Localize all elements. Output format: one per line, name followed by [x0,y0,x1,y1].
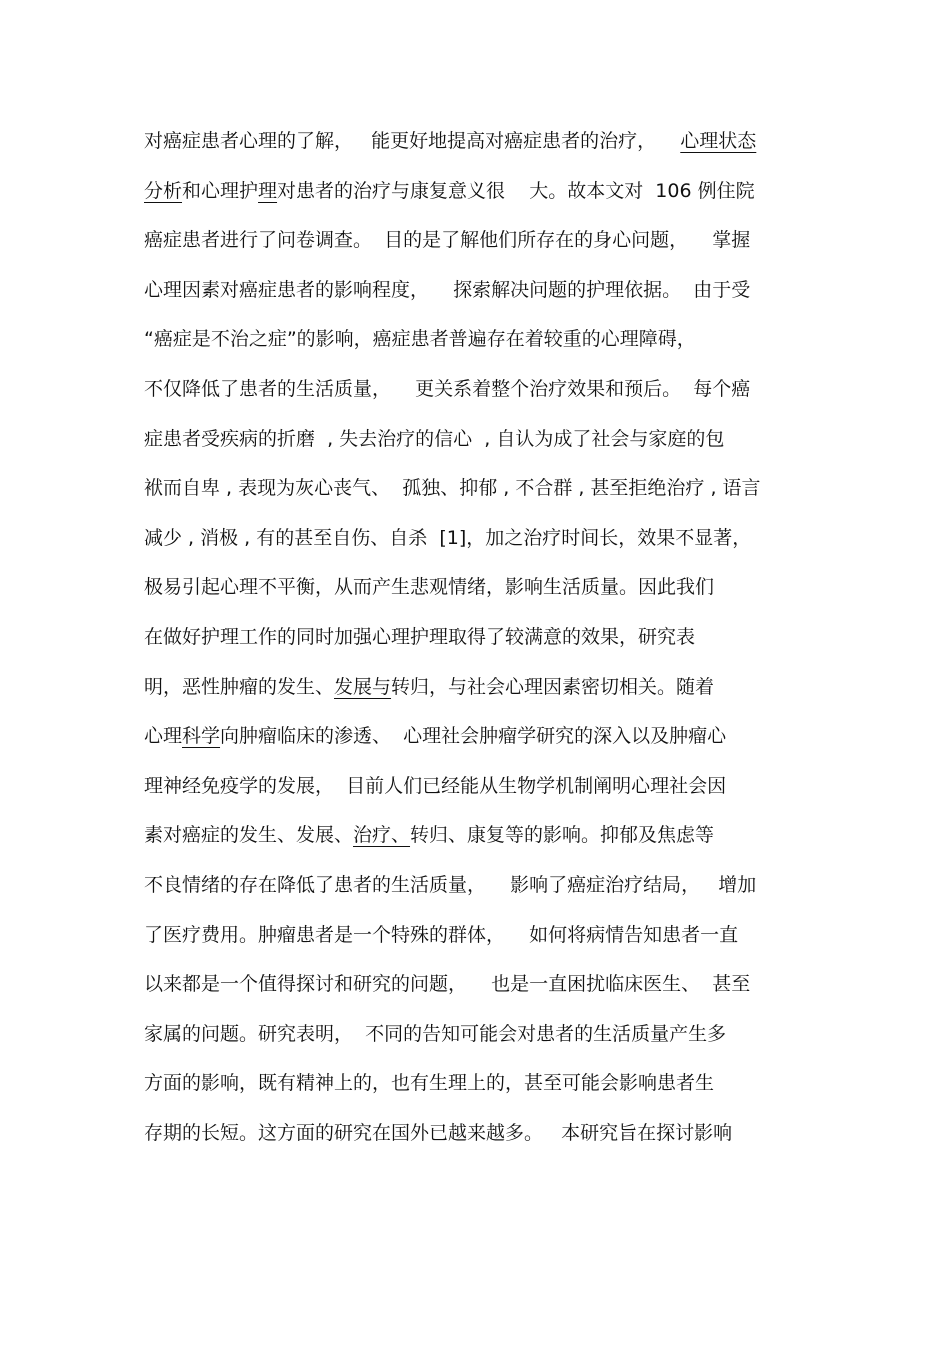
text-segment: 极易引起心理不平衡，从而产生悲观情绪，影响生活质量。因此我们 [144,576,715,599]
text-line [144,470,814,520]
text-segment: 方面的影响，既有精神上的，也有生理上的，甚至可能会影响患者生 [144,1072,715,1095]
text-segment: 症患者受疾病的折磨 , 失去治疗的信心 , 自认为成了社会与家庭的包 [144,427,725,450]
text-line [144,867,814,917]
text-line [144,1115,814,1165]
text-segment: 心理 [144,725,183,748]
text-line [144,222,814,272]
text-segment: 转归，与社会心理因素密切相关。随着 [391,675,715,698]
text-line [144,321,814,371]
underlined-text: 发展与 [334,675,392,698]
text-line [144,966,814,1016]
text-segment: 以来都是一个值得探讨和研究的问题， 也是一直困扰临床医生、 甚至 [144,973,751,996]
text-segment: 家属的问题。研究表明， 不同的告知可能会对患者的生活质量产生多 [144,1022,727,1045]
text-segment: 了医疗费用。肿瘤患者是一个特殊的群体， 如何将病情告知患者一直 [144,923,739,946]
underlined-text: 理 [258,179,278,202]
text-line [144,123,814,173]
text-segment: 和心理护 [182,179,259,202]
text-line [144,1016,814,1066]
text-segment: 癌症患者进行了问卷调查。 目的是了解他们所存在的身心问题， 掌握 [144,229,751,252]
text-segment: 对患者的治疗与康复意义很 大。故本文对 106 例住院 [277,179,755,202]
text-segment: 不良情绪的存在降低了患者的生活质量， 影响了癌症治疗结局， 增加 [144,873,757,896]
text-line [144,669,814,719]
text-line [144,1065,814,1115]
text-line [144,569,814,619]
text-segment: 在做好护理工作的同时加强心理护理取得了较满意的效果，研究表 [144,625,696,648]
text-segment: 心理因素对癌症患者的影响程度， 探索解决问题的护理依据。 由于受 [144,278,751,301]
text-line [144,619,814,669]
body-text [144,123,814,1164]
text-line [144,371,814,421]
text-line [144,520,814,570]
underlined-text: 科学 [182,725,221,748]
text-segment: 对癌症患者心理的了解， 能更好地提高对癌症患者的治疗， [144,130,681,152]
text-line [144,421,814,471]
text-segment: 理神经免疫学的发展， 目前人们已经能从生物学机制阐明心理社会因 [144,774,727,797]
text-segment: 向肿瘤临床的渗透、 心理社会肿瘤学研究的深入以及肿瘤心 [220,725,727,748]
text-line [144,718,814,768]
text-segment: 明，恶性肿瘤的发生、 [144,675,335,698]
text-line [144,173,814,223]
text-line [144,917,814,967]
underlined-text: 治疗、 [353,824,411,847]
text-segment: 袱而自卑 , 表现为灰心丧气、 孤独、抑郁 , 不合群 , 甚至拒绝治疗 , 语言 [144,477,761,500]
underlined-text: 心理状态 [680,130,757,152]
text-line [144,272,814,322]
text-segment: 减少 , 消极 , 有的甚至自伤、自杀 [1]，加之治疗时间长，效果不显著， [144,526,752,549]
text-segment: 转归、康复等的影响。抑郁及焦虑等 [410,824,715,847]
text-segment: 素对癌症的发生、发展、 [144,824,354,847]
text-segment: “癌症是不治之症”的影响，癌症患者普遍存在着较重的心理障碍， [144,328,696,351]
text-segment: 存期的长短。这方面的研究在国外已越来越多。 本研究旨在探讨影响 [144,1121,733,1144]
underlined-text: 分析 [144,179,183,202]
text-line [144,817,814,867]
text-segment: 不仅降低了患者的生活质量， 更关系着整个治疗效果和预后。 每个癌 [144,377,751,400]
text-line [144,768,814,818]
